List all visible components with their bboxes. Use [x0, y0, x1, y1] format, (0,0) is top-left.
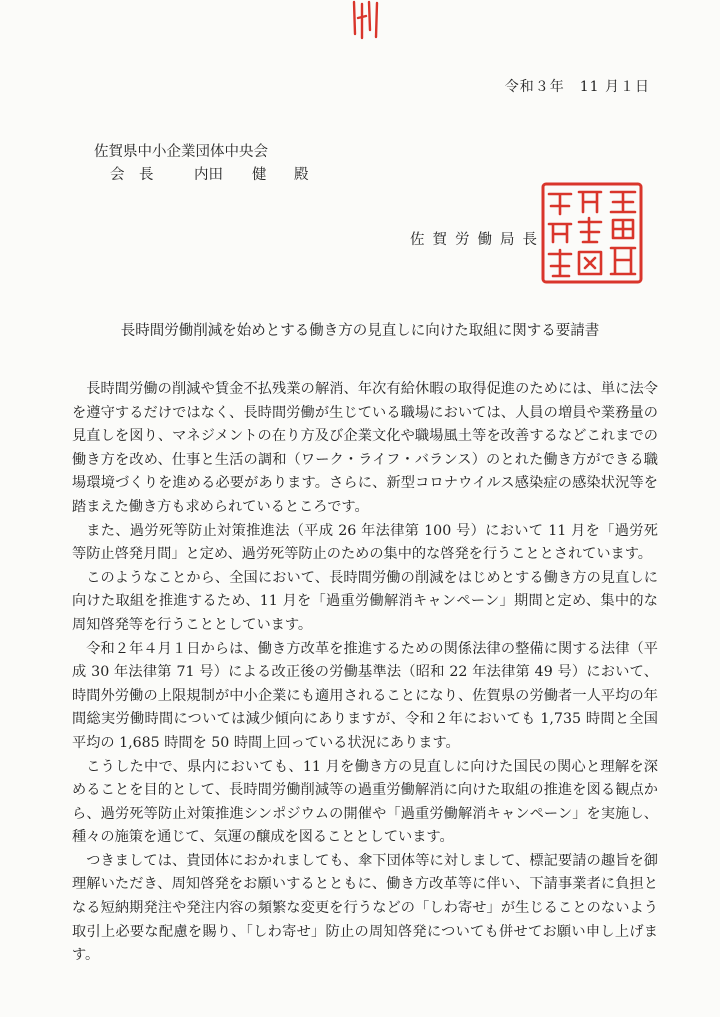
recipient-honorific: 殿	[294, 167, 309, 183]
top-stamp-mark	[349, 0, 383, 40]
body-paragraph: また、過労死等防止対策推進法（平成 26 年法律第 100 号）において 11 月を「過労死等防止啓発月間」と定め、過労死等防止のための集中的な啓発を行うこととされています。	[72, 522, 658, 563]
body-paragraph: つきましては、貴団体におかれましても、傘下団体等に対しまして、標記要請の趣旨を御理解いただき、周知啓発をお願いするとともに、働き方改革等に伴い、下請事業者に負担となる短納期発注や発注内容の頻繁な変更を行うなどの「しわ寄せ」が生じることのないよう取引上必要な配慮を賜り、「しわ寄せ」防止の周知啓発についても併せてお願い申し上げます。	[72, 852, 658, 964]
document-title: 長時間労働削減を始めとする働き方の見直しに向けた取組に関する要請書	[120, 323, 600, 339]
recipient-name: 内田 健	[194, 167, 267, 183]
body-paragraph: このようなことから、全国において、長時間労働の削減をはじめとする働き方の見直しに向けた取組を推進するため、11 月を「過重労働解消キャンペーン」期間と定め、集中的な周知啓発等を行うこととしています。	[72, 569, 658, 633]
recipient-line	[110, 163, 309, 184]
body-paragraph: 令和２年４月１日からは、働き方改革を推進するための関係法律の整備に関する法律（平成 30 年法律第 71 号）による改正後の労働基準法（昭和 22 年法律第 49 号）において、時間外労働の上限規制が中小企業にも適用されることになり、佐賀県の労働者一人平均の年間総実労働時間については減少傾向にありますが、令和２年においても 1,735 時間と全国平均の 1,685 時間を 50 時間上回っている状況にあります。	[72, 640, 658, 751]
official-seal-icon	[539, 180, 645, 286]
body-paragraph: こうした中で、県内においても、11 月を働き方の見直しに向けた国民の関心と理解を深めることを目的として、長時間労働削減等の過重労働解消に向けた取組の推進を図る観点から、過労死等防止対策推進シンポジウムの開催や「過重労働解消キャンペーン」を実施し、種々の施策を通じて、気運の醸成を図ることとしています。	[72, 758, 658, 846]
letter-body	[72, 378, 658, 968]
recipient-organization: 佐賀県中小企業団体中央会	[94, 144, 268, 160]
body-paragraph: 長時間労働の削減や賃金不払残業の解消、年次有給休暇の取得促進のためには、単に法令を遵守するだけではなく、長時間労働が生じている職場においては、人員の増員や業務量の見直しを図り、マネジメントの在り方及び企業文化や職場風土等を改善するなどこれまでの働き方を改め、仕事と生活の調和（ワーク・ライフ・バランス）のとれた働き方ができる職場環境づくりを進める必要があります。さらに、新型コロナウイルス感染症の感染状況等を踏まえた働き方も求められているところです。	[72, 381, 658, 515]
issue-date: 令和３年 11 月１日	[504, 79, 650, 95]
recipient-title: 会 長	[110, 167, 154, 183]
sender-name: 佐賀労働局長	[410, 232, 545, 248]
